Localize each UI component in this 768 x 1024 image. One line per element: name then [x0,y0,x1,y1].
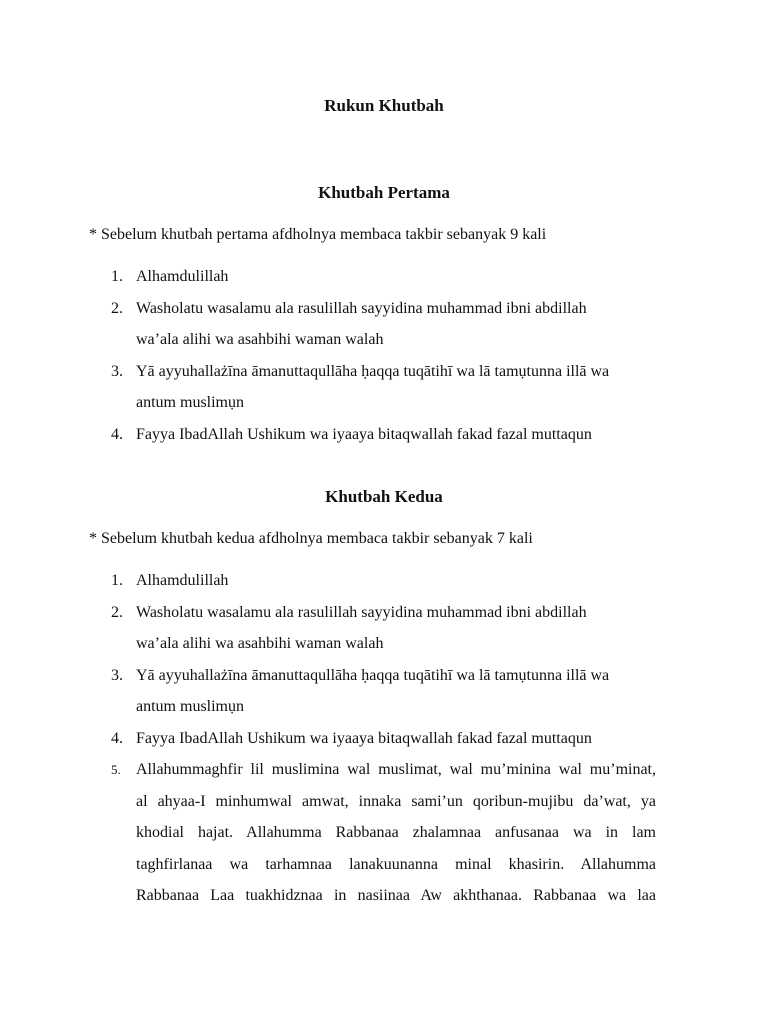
item-text-continued: wa’ala alihi wa asahbihi waman walah [136,635,384,652]
item-text: Alhamdulillah [136,572,229,589]
item-text-continued: taghfirlanaa wa tarhamnaa lanakuunanna minal khasirin. Allahumma [136,855,656,873]
list-item [0,419,656,451]
item-text: Allahummaghfir lil muslimina wal muslimat, wal mu’minina wal mu’minat, [136,761,656,778]
item-text: Fayya IbadAllah Ushikum wa iyaaya bitaqwallah fakad fazal muttaqun [136,729,592,747]
list-item [0,754,656,912]
item-number: 1. [111,572,123,589]
item-text-continued: khodial hajat. Allahumma Rabbanaa zhalamnaa anfusanaa wa in lam [136,824,656,841]
item-number: 4. [111,425,123,443]
item-text-continued: antum muslimụn [136,698,244,715]
item-number: 2. [111,299,123,317]
item-number: 3. [111,362,123,380]
section-heading-kedua: Khutbah Kedua [325,487,443,506]
item-text-continued: antum muslimụn [136,394,244,411]
item-text-continued: Rabbanaa Laa tuakhidznaa in nasiinaa Aw akhthanaa. Rabbanaa wa laa [136,887,656,904]
item-number: 2. [111,603,123,621]
item-text: Yā ayyuhallażīna āmanuttaqullāha ḥaqqa tuqātihī wa lā tamụtunna illā wa [136,362,610,380]
list-item [0,356,656,419]
item-text-continued: al ahyaa-I minhumwal amwat, innaka sami’un qoribun-mujibu da’wat, ya [136,792,656,810]
item-text: Washolatu wasalamu ala rasulillah sayyidina muhammad ibni abdillah [136,603,587,621]
item-text: Washolatu wasalamu ala rasulillah sayyidina muhammad ibni abdillah [136,299,587,317]
list-item [0,597,656,660]
list-item [0,261,656,293]
list-item [0,293,656,356]
item-text: Fayya IbadAllah Ushikum wa iyaaya bitaqwallah fakad fazal muttaqun [136,425,592,443]
takbir-note-kedua: * Sebelum khutbah kedua afdholnya membaca takbir sebanyak 7 kali [89,530,533,547]
takbir-note-pertama: * Sebelum khutbah pertama afdholnya membaca takbir sebanyak 9 kali [89,226,547,243]
item-text: Yā ayyuhallażīna āmanuttaqullāha ḥaqqa tuqātihī wa lā tamụtunna illā wa [136,666,610,684]
page-title: Rukun Khutbah [324,96,444,115]
item-text: Alhamdulillah [136,268,229,285]
item-number: 4. [111,729,123,747]
rukun-list-kedua [0,565,656,912]
list-item [0,660,656,723]
section-heading-pertama: Khutbah Pertama [318,183,450,202]
rukun-list-pertama [0,261,656,450]
item-text-continued: wa’ala alihi wa asahbihi waman walah [136,331,384,348]
item-number: 1. [111,268,123,285]
item-number: 3. [111,666,123,684]
item-number: 5. [111,762,121,777]
list-item [0,565,656,597]
list-item [0,723,656,755]
